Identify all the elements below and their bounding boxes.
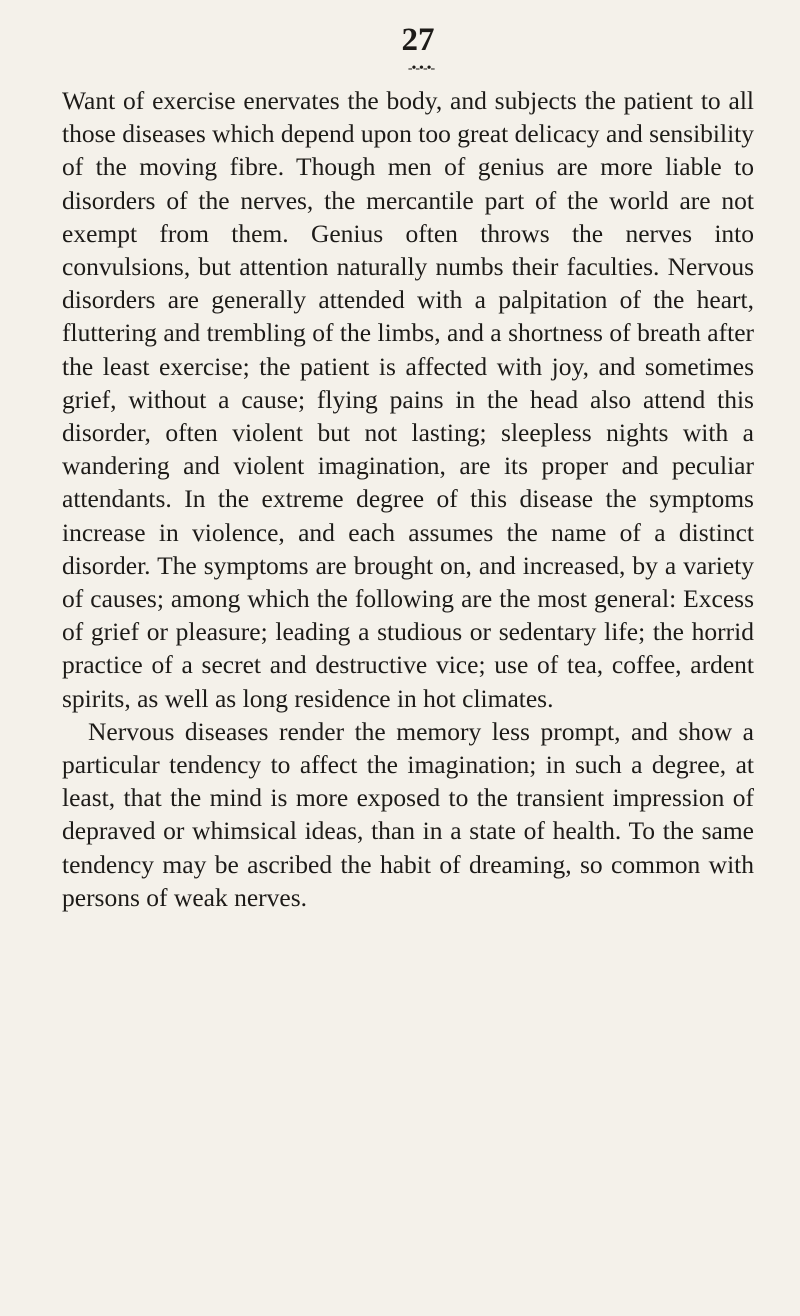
- header-ornament: -•-•-•-: [407, 61, 435, 76]
- body-paragraph: Want of exercise enervates the body, and subjects the patient to all those diseases which depend upon too great delicacy and sensibility of the moving fibre. Though men of genius are more liable to disorders of the nerves, the mercantile part of the world are not exempt from them. Genius often throws the nerves into convulsions, but attention naturally numbs their faculties. Nervous disorders are generally attended with a palpitation of the heart, fluttering and trembling of the limbs, and a shortness of breath after the least exercise; the patient is affected with joy, and sometimes grief, without a cause; flying pains in the head also attend this disorder, often violent but not lasting; sleepless nights with a wandering and violent imagination, are its proper and peculiar attendants. In the extreme degree of this disease the symptoms increase in violence, and each assumes the name of a distinct disorder. The symptoms are brought on, and increased, by a variety of causes; among which the following are the most general: Excess of grief or pleasure; leading a studious or sedentary life; the horrid practice of a secret and destructive vice; use of tea, coffee, ardent spirits, as well as long residence in hot climates.: [62, 86, 754, 713]
- body-paragraph: Nervous diseases render the memory less prompt, and show a particular tendency to affect the imagination; in such a degree, at least, that the mind is more exposed to the transient impression of depraved or whimsical ideas, than in a state of health. To the same tendency may be ascribed the habit of dreaming, so common with persons of weak nerves.: [62, 716, 754, 912]
- page-number: 27: [401, 22, 435, 58]
